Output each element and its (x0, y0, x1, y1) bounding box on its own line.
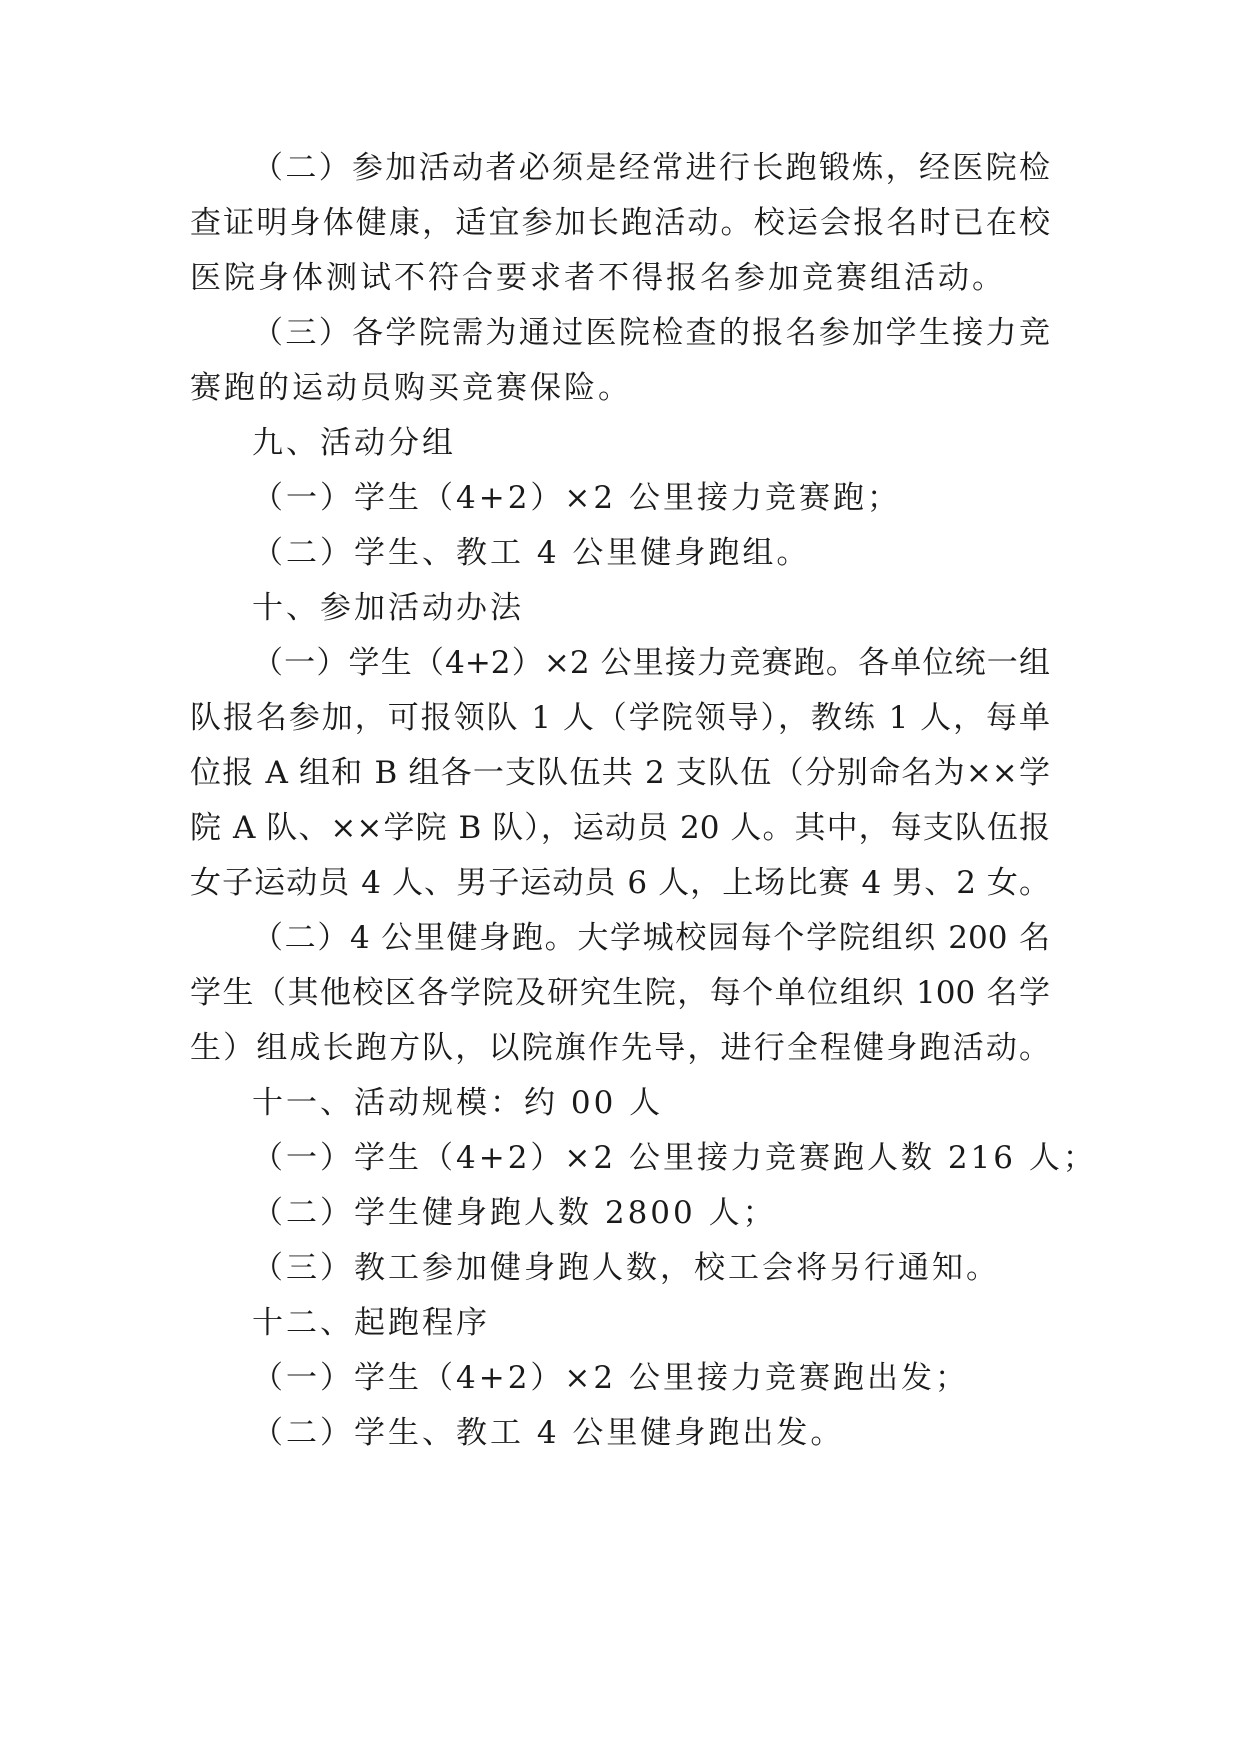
paragraph-line: 女子运动员 4 人、男子运动员 6 人，上场比赛 4 男、2 女。 (190, 865, 1050, 901)
paragraph-line: （二）4 公里健身跑。大学城校园每个学院组织 200 名 (252, 920, 1050, 956)
paragraph-line: （一）学生（4+2）×2 公里接力竞赛跑。各单位统一组 (252, 645, 1050, 681)
list-item: （一）学生（4+2）×2 公里接力竞赛跑出发； (252, 1360, 969, 1396)
list-item: （一）学生（4+2）×2 公里接力竞赛跑人数 216 人； (252, 1140, 1097, 1176)
paragraph-line: 院 A 队、××学院 B 队），运动员 20 人。其中，每支队伍报 (190, 810, 1050, 846)
section-heading: 十二、起跑程序 (252, 1305, 490, 1341)
section-heading: 十、参加活动办法 (252, 590, 524, 626)
list-item: （二）学生、教工 4 公里健身跑出发。 (252, 1415, 845, 1451)
paragraph-line: 赛跑的运动员购买竞赛保险。 (190, 370, 632, 406)
list-item: （二）学生、教工 4 公里健身跑组。 (252, 535, 811, 571)
paragraph-line: 位报 A 组和 B 组各一支队伍共 2 支队伍（分别命名为××学 (190, 755, 1050, 791)
paragraph-line: 队报名参加，可报领队 1 人（学院领导），教练 1 人，每单 (190, 700, 1050, 736)
paragraph-line: 学生（其他校区各学院及研究生院，每个单位组织 100 名学 (190, 975, 1050, 1011)
paragraph-line: （三）各学院需为通过医院检查的报名参加学生接力竞 (252, 315, 1050, 351)
paragraph-line: 生）组成长跑方队，以院旗作先导，进行全程健身跑活动。 (190, 1030, 1050, 1066)
section-heading: 十一、活动规模：约 00 人 (252, 1085, 664, 1121)
list-item: （三）教工参加健身跑人数，校工会将另行通知。 (252, 1250, 1000, 1286)
paragraph-line: 医院身体测试不符合要求者不得报名参加竞赛组活动。 (190, 260, 1006, 296)
list-item: （一）学生（4+2）×2 公里接力竞赛跑； (252, 480, 901, 516)
list-item: （二）学生健身跑人数 2800 人； (252, 1195, 777, 1231)
paragraph-line: （二）参加活动者必须是经常进行长跑锻炼，经医院检 (252, 150, 1050, 186)
paragraph-line: 查证明身体健康，适宜参加长跑活动。校运会报名时已在校 (190, 205, 1050, 241)
section-heading: 九、活动分组 (252, 425, 456, 461)
